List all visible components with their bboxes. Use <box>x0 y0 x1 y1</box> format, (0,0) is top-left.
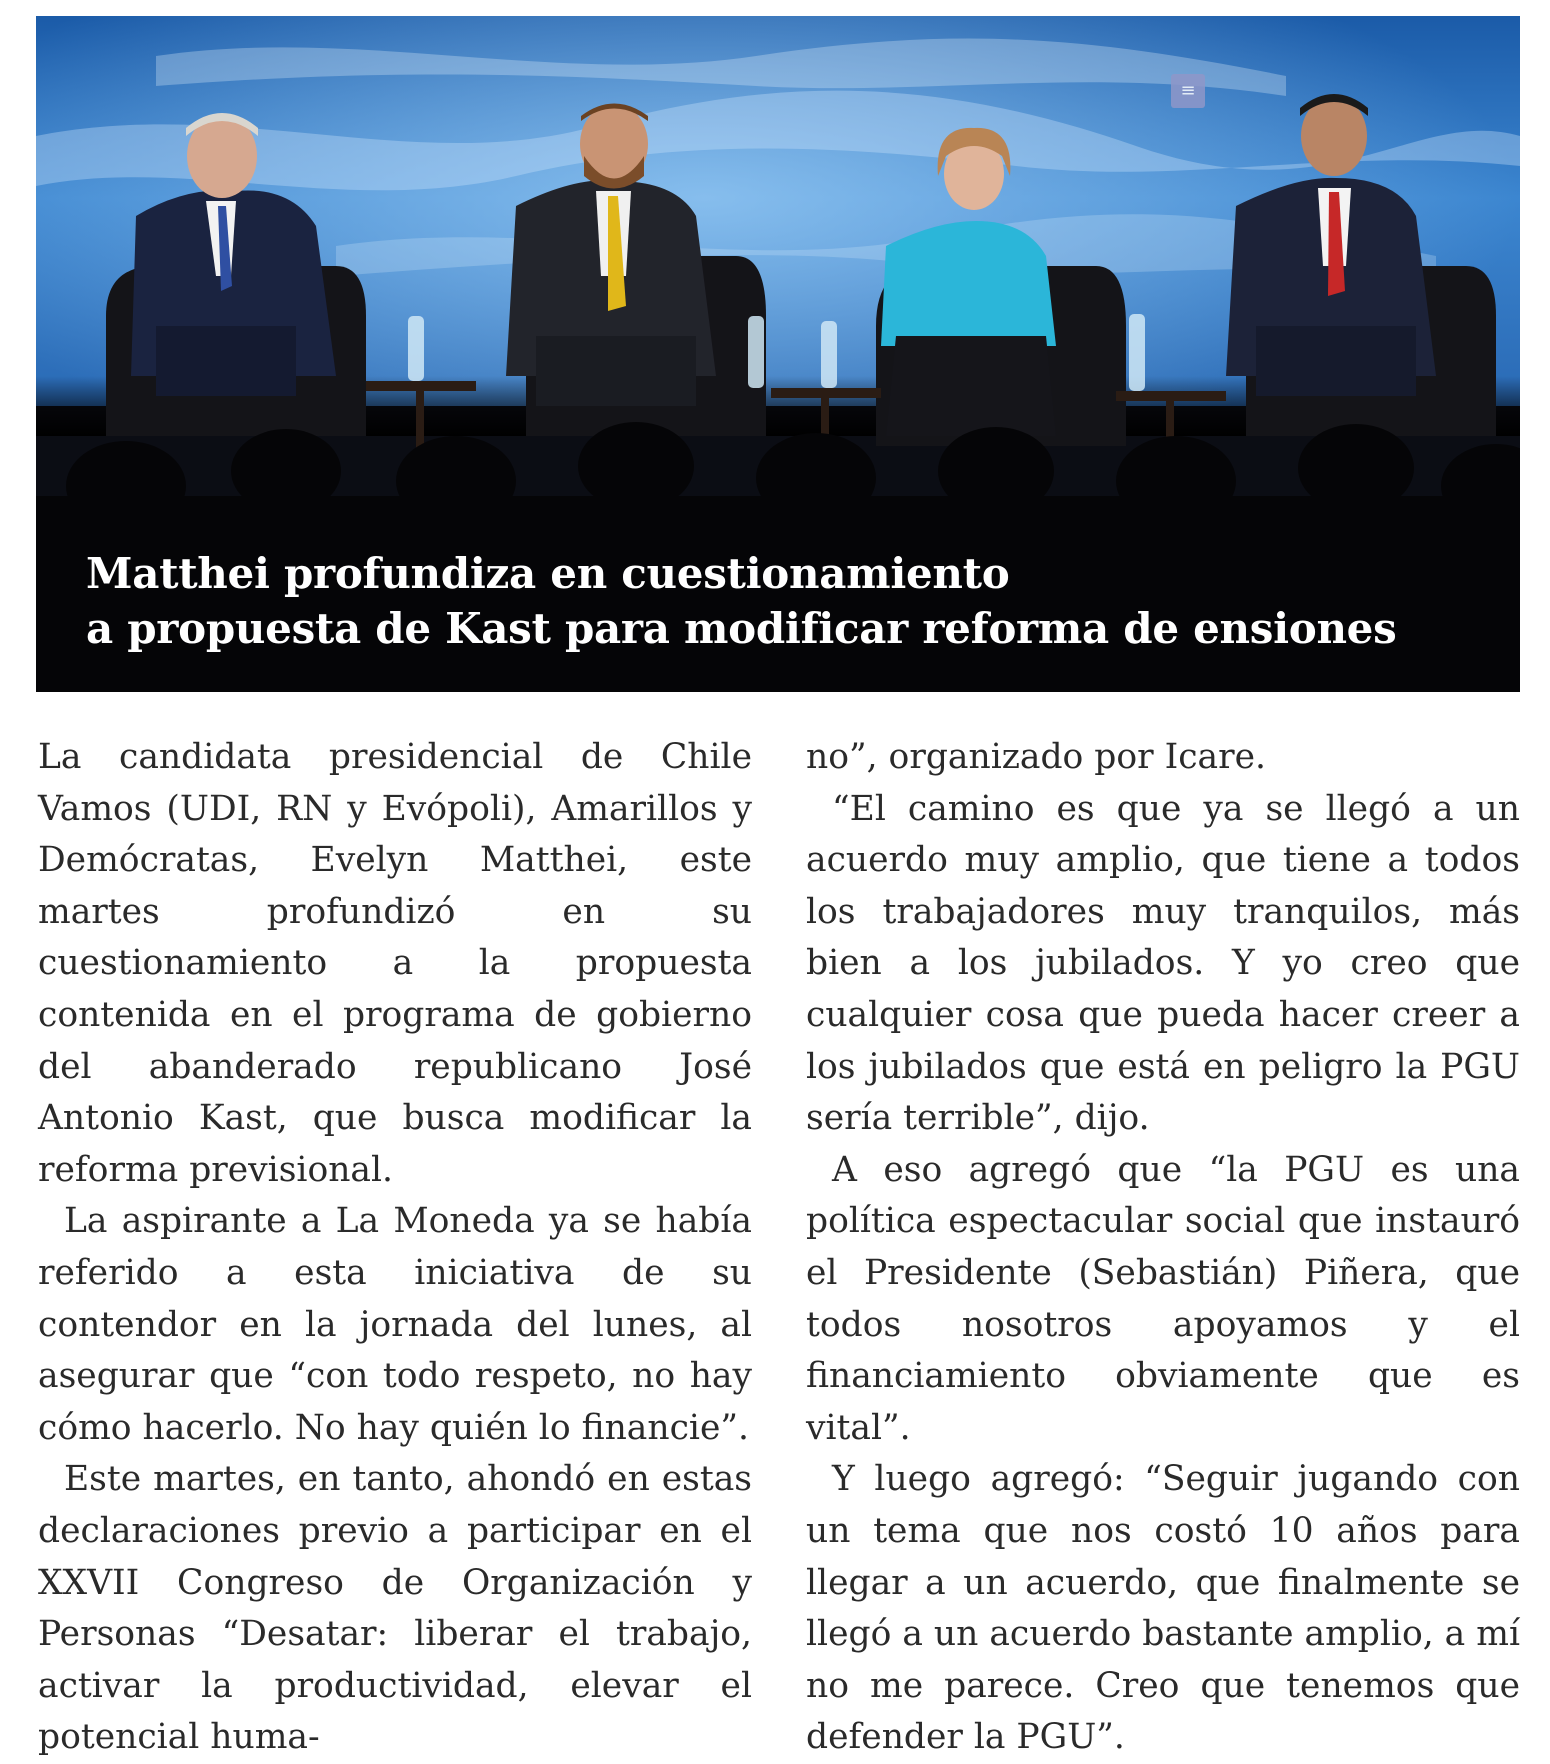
paragraph: no”, organizado por Icare. <box>806 737 1267 777</box>
headline-line-2: a propuesta de Kast para modificar reforma de ensiones <box>86 604 1397 653</box>
article-column-left <box>38 732 752 1764</box>
article-photo <box>36 16 1520 692</box>
paragraph: A eso agregó que “la PGU es una política espectacular social que instauró el Presidente (Sebastián) Piñera, que todos nosotros apoyamos y el financiamiento obviamente que es vital”. <box>806 1149 1520 1448</box>
paragraph: Y luego agregó: “Seguir jugando con un tema que nos costó 10 años para llegar a un acuerdo, que finalmente se llegó a un acuerdo bastante amplio, a mí no me parece. Creo que tenemos que defender la PGU”. <box>806 1459 1520 1758</box>
article-headline <box>86 546 1486 656</box>
paragraph: “El camino es que ya se llegó a un acuerdo muy amplio, que tiene a todos los trabajadores muy tranquilos, más bien a los jubilados. Y yo creo que cualquier cosa que pueda hacer creer a los jubilados que está en peligro la PGU sería terrible”, dijo. <box>806 788 1520 1139</box>
paragraph: Este martes, en tanto, ahondó en estas declaraciones previo a participar en el XXVII Congreso de Organización y Personas “Desatar: liberar el trabajo, activar la productividad, elevar el potencial huma- <box>38 1459 752 1758</box>
paragraph: La candidata presidencial de Chile Vamos (UDI, RN y Evópoli), Amarillos y Demócratas, Evelyn Matthei, este martes profundizó en su cuestionamiento a la propuesta contenida en el programa de gobierno del abanderado republicano José Antonio Kast, que busca modificar la reforma previsional. <box>38 737 752 1190</box>
paragraph: La aspirante a La Moneda ya se había referido a esta iniciativa de su contendor en la jornada del lunes, al asegurar que “con todo respeto, no hay cómo hacerlo. No hay quién lo financie”. <box>38 1201 752 1448</box>
article-body <box>38 732 1520 1758</box>
caption-lines-icon[interactable]: ≡ <box>1171 74 1205 108</box>
headline-line-1: Matthei profundiza en cuestionamiento <box>86 549 1010 598</box>
article-column-right <box>806 732 1520 1764</box>
